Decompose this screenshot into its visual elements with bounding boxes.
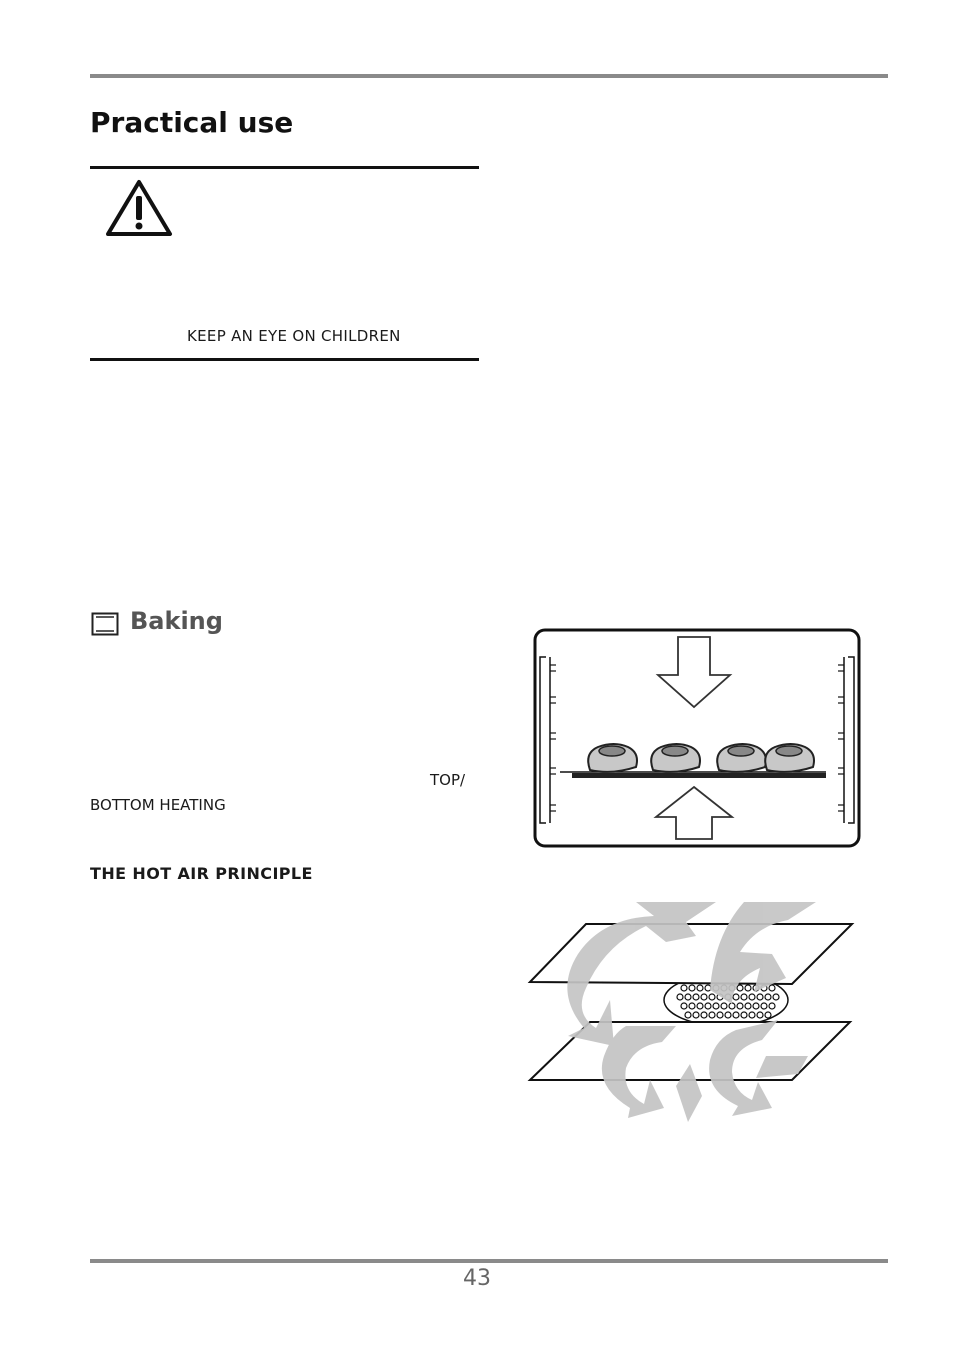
oven-top-bottom-heat-illustration [532,627,862,849]
page-title: Practical use [90,106,294,139]
heating-mode-label-part2: BOTTOM HEATING [90,796,226,814]
oven-top-bottom-heat-icon [91,612,119,636]
hot-air-principle-heading: THE HOT AIR PRINCIPLE [90,864,313,883]
top-rule [90,74,888,78]
hot-air-circulation-illustration [526,896,856,1126]
bottom-rule [90,1259,888,1263]
warning-text: KEEP AN EYE ON CHILDREN [187,327,401,345]
section-title-baking: Baking [130,607,223,635]
heating-mode-label-part1: TOP/ [430,771,466,789]
page-number: 43 [463,1266,491,1291]
warning-box-top-rule [90,166,479,169]
warning-triangle-icon [105,178,173,238]
warning-box-bottom-rule [90,358,479,361]
